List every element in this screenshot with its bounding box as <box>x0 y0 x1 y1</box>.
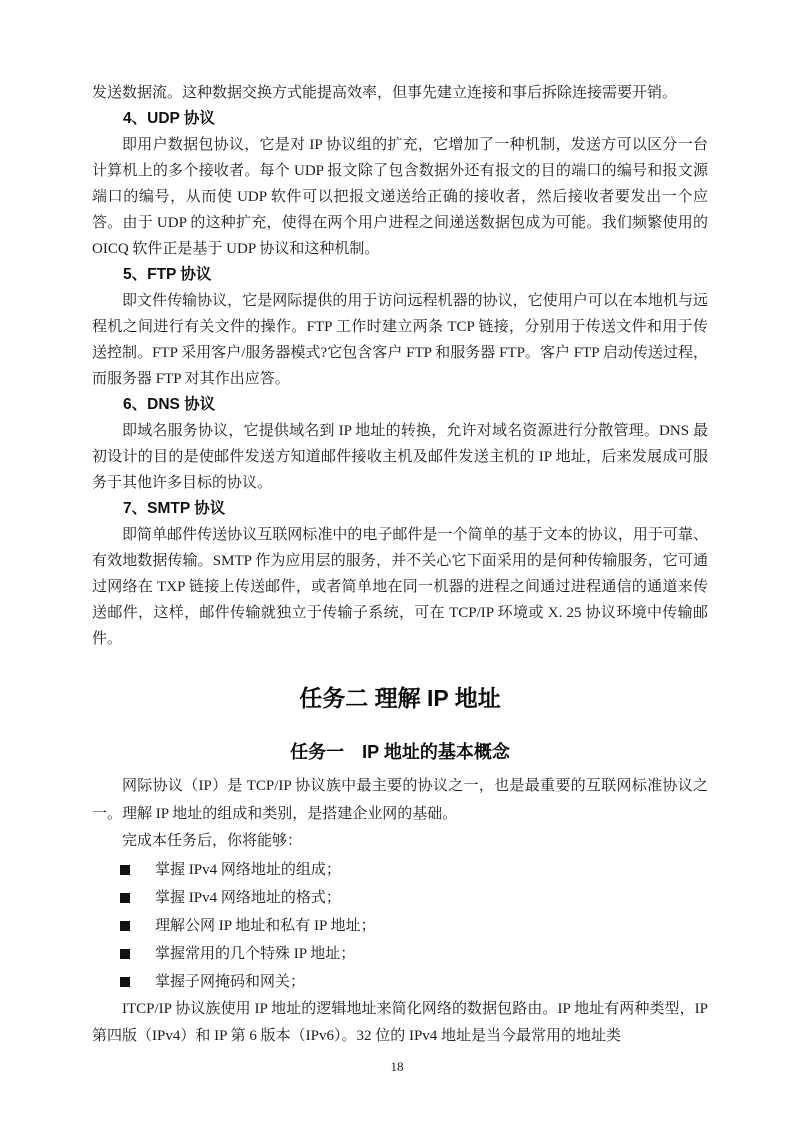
intro-paragraph: 网际协议（IP）是 TCP/IP 协议族中最主要的协议之一，也是最重要的互联网标准协议之一。理解 IP 地址的组成和类别，是搭建企业网的基础。 <box>92 778 708 822</box>
task-title: 任务一 IP 地址的基本概念 <box>290 742 510 762</box>
square-bullet-icon <box>120 865 130 875</box>
closing-paragraph: ITCP/IP 协议族使用 IP 地址的逻辑地址来简化网络的数据包路由。IP 地址有两种类型，IP 第四版（IPv4）和 IP 第 6 版本（IPv6）。32 位的 IPv4 地址是当今最常用的地址类 <box>92 1000 708 1044</box>
list-item <box>92 856 708 884</box>
objective-text: 掌握子网掩码和网关； <box>155 973 306 990</box>
paragraph-ftp: 即文件传输协议，它是网际提供的用于访问远程机器的协议，它使用户可以在本地机与远程机之间进行有关文件的操作。FTP 工作时建立两条 TCP 链接，分别用于传送文件和用于传送控制。FTP 采用客户/服务器模式?它包含客户 FTP 和服务器 FTP。客户 FTP 启动传送过程，而服务器 FTP 对其作出应答。 <box>92 293 708 387</box>
square-bullet-icon <box>120 921 130 931</box>
page-content <box>92 80 708 1051</box>
list-item <box>92 968 708 996</box>
section-heading-smtp: 7、SMTP 协议 <box>123 500 226 517</box>
square-bullet-icon <box>120 977 130 987</box>
square-bullet-icon <box>120 893 130 903</box>
section-heading-udp: 4、UDP 协议 <box>123 110 215 127</box>
objective-text: 掌握常用的几个特殊 IP 地址； <box>155 945 356 962</box>
list-item <box>92 940 708 968</box>
chapter-title: 任务二 理解 IP 地址 <box>299 685 501 711</box>
objectives-list <box>92 856 708 996</box>
objective-text: 理解公网 IP 地址和私有 IP 地址； <box>155 917 376 934</box>
square-bullet-icon <box>120 949 130 959</box>
page-number: 18 <box>390 1059 404 1074</box>
objective-text: 掌握 IPv4 网络地址的组成； <box>155 861 341 878</box>
paragraph-smtp: 即简单邮件传送协议互联网标准中的电子邮件是一个简单的基于文本的协议，用于可靠、有效地数据传输。SMTP 作为应用层的服务，并不关心它下面采用的是何种传输服务，它可通过网络在 TXP 链接上传送邮件，或者简单地在同一机器的进程之间通过进程通信的通道来传送邮件，这样，邮件传输就独立于传输子系统，可在 TCP/IP 环境或 X. 25 协议环境中传输邮件。 <box>92 527 708 647</box>
objectives-lead: 完成本任务后，你将能够： <box>122 833 303 849</box>
list-item <box>92 884 708 912</box>
section-heading-ftp: 5、FTP 协议 <box>123 266 212 283</box>
objective-text: 掌握 IPv4 网络地址的格式； <box>155 889 341 906</box>
section-heading-dns: 6、DNS 协议 <box>123 396 216 413</box>
paragraph-dns: 即域名服务协议，它提供域名到 IP 地址的转换，允许对域名资源进行分散管理。DNS 最初设计的目的是使邮件发送方知道邮件接收主机及邮件发送主机的 IP 地址，后来发展成可服务于其他许多目标的协议。 <box>92 423 708 491</box>
continuation-paragraph: 发送数据流。这种数据交换方式能提高效率，但事先建立连接和事后拆除连接需要开销。 <box>92 85 678 101</box>
paragraph-udp: 即用户数据包协议，它是对 IP 协议组的扩充，它增加了一种机制，发送方可以区分一台计算机上的多个接收者。每个 UDP 报文除了包含数据外还有报文的目的端口的编号和报文源端口的编号，从而使 UDP 软件可以把报文递送给正确的接收者，然后接收者要发出一个应答。由于 UDP 的这种扩充，使得在两个用户进程之间递送数据包成为可能。我们频繁使用的 OICQ 软件正是基于 UDP 协议和这种机制。 <box>92 137 708 257</box>
list-item <box>92 912 708 940</box>
